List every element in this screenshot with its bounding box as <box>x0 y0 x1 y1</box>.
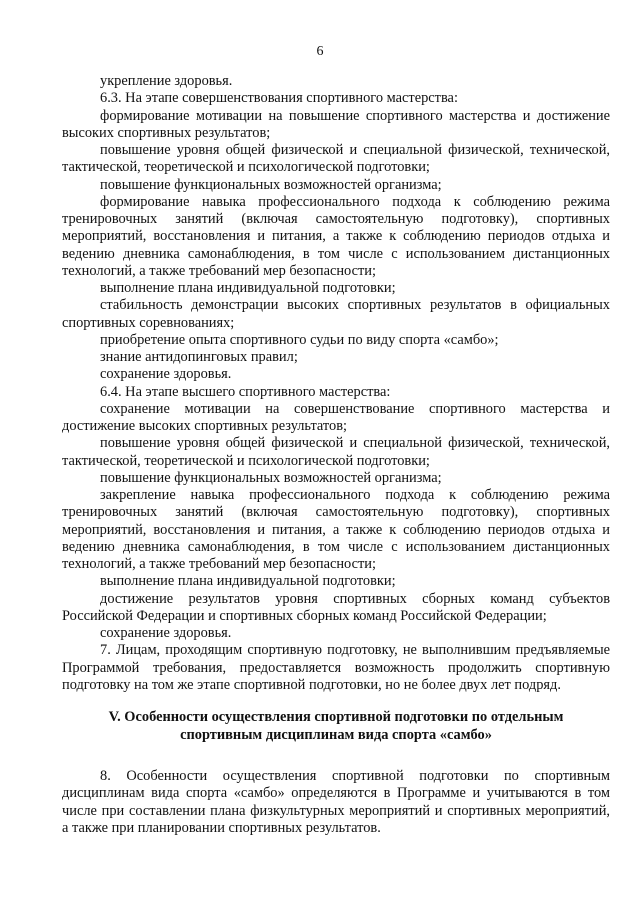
paragraph-list <box>62 73 610 694</box>
section-heading-line-1: V. Особенности осуществления спортивной подготовки по отдельным <box>108 709 564 725</box>
paragraph: повышение уровня общей физической и специальной физической, технической, тактической, теоретической и психологической подготовки; <box>62 435 610 469</box>
paragraph: приобретение опыта спортивного судьи по виду спорта «самбо»; <box>100 331 499 348</box>
paragraph: закрепление навыка профессионального подхода к соблюдению режима тренировочных занятий (включая самостоятельную подготовку), спортивных мероприятий, восстановления и питания, а также к соблюдению периодов отдыха и ведению дневника самонаблюдения, в том числе с использованием дистанционных технологий, а также требований мер безопасности; <box>62 487 610 572</box>
spacer <box>62 744 610 768</box>
paragraph: сохранение здоровья. <box>100 366 232 383</box>
paragraph: укрепление здоровья. <box>100 73 233 89</box>
section-heading-line-2: спортивным дисциплинам вида спорта «самбо» <box>180 727 492 743</box>
paragraph: выполнение плана индивидуальной подготовки; <box>100 573 396 590</box>
paragraph: повышение функциональных возможностей организма; <box>100 469 442 486</box>
paragraph: сохранение мотивации на совершенствование спортивного мастерства и достижение высоких спортивных результатов; <box>62 400 610 434</box>
paragraph-8: 8. Особенности осуществления спортивной подготовки по спортивным дисциплинам вида спорта «самбо» определяются в Программе и учитываются в том числе при составлении плана физкультурных мероприятий и спортивных мероприятий, а также при планировании спортивных результатов. <box>62 768 610 836</box>
paragraph: 6.3. На этапе совершенствования спортивного мастерства: <box>100 90 458 107</box>
paragraph: достижение результатов уровня спортивных сборных команд субъектов Российской Федерации и спортивных сборных команд Российской Федерации; <box>62 590 610 624</box>
paragraph: повышение функциональных возможностей организма; <box>100 176 442 193</box>
paragraph: формирование мотивации на повышение спортивного мастерства и достижение высоких спортивных результатов; <box>62 107 610 141</box>
paragraph: 6.4. На этапе высшего спортивного мастерства: <box>100 383 391 400</box>
paragraph: повышение уровня общей физической и специальной физической, технической, тактической, теоретической и психологической подготовки; <box>62 142 610 176</box>
paragraph: знание антидопинговых правил; <box>100 349 298 365</box>
spacer <box>62 694 610 708</box>
document-body <box>62 73 610 837</box>
paragraph: 7. Лицам, проходящим спортивную подготовку, не выполнившим предъявляемые Программой требования, предоставляется возможность продолжить спортивную подготовку на том же этапе спортивной подготовки, но не более двух лет подряд. <box>62 642 610 693</box>
paragraph: сохранение здоровья. <box>100 625 232 641</box>
paragraph: выполнение плана индивидуальной подготовки; <box>100 280 396 296</box>
paragraph: формирование навыка профессионального подхода к соблюдению режима тренировочных занятий (включая самостоятельную подготовку), спортивных мероприятий, восстановления и питания, а также к соблюдению периодов отдыха и ведению дневника самонаблюдения, в том числе с использованием дистанционных технологий, а также требований мер безопасности; <box>62 193 610 279</box>
paragraph: стабильность демонстрации высоких спортивных результатов в официальных спортивных соревнованиях; <box>62 297 610 331</box>
page-number: 6 <box>316 44 324 59</box>
